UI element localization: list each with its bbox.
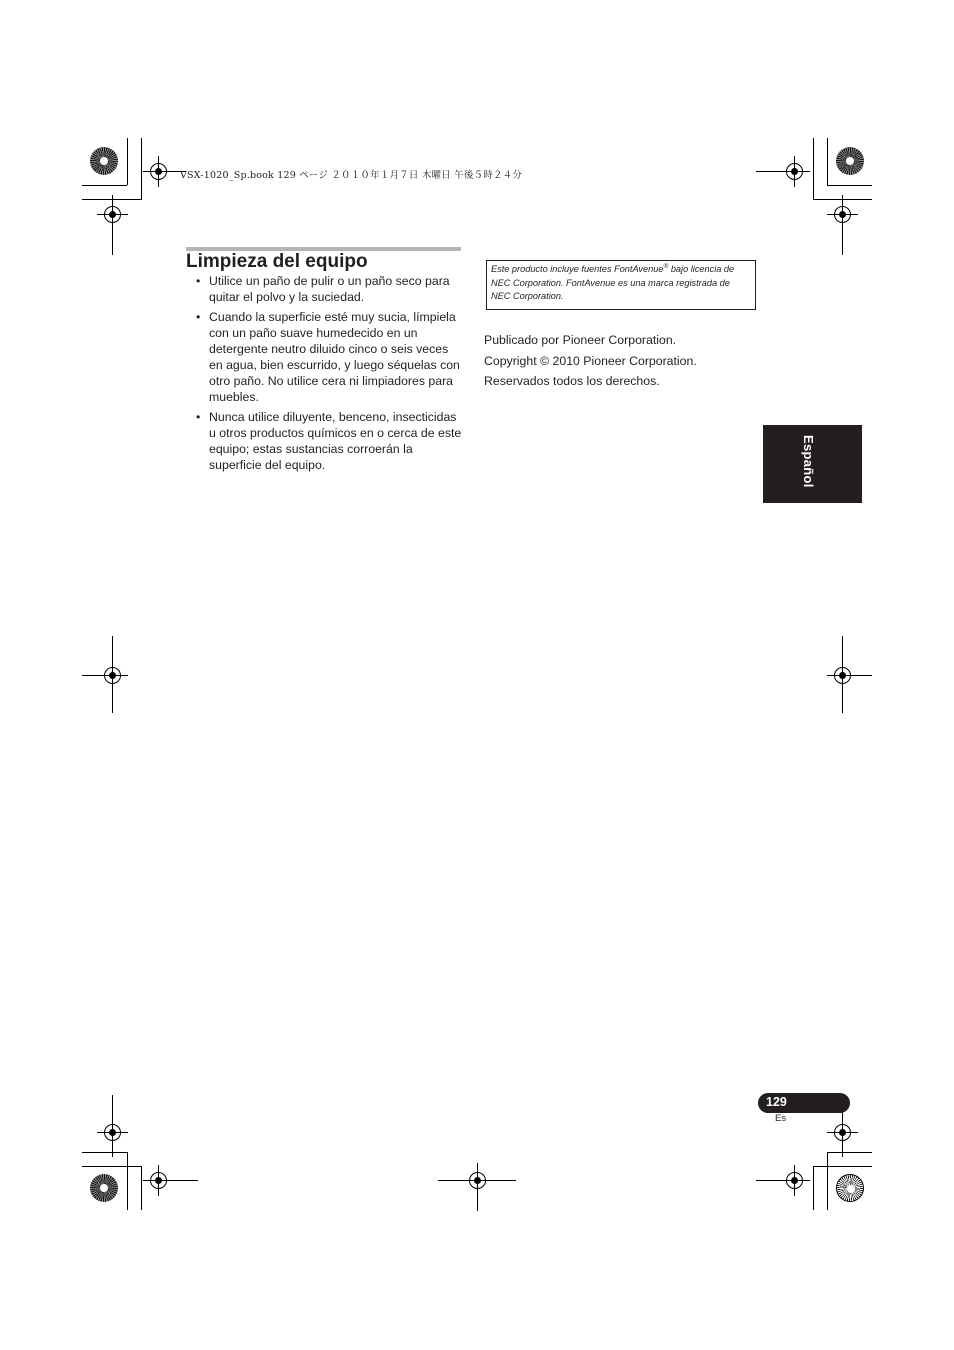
crop-line xyxy=(813,138,814,200)
registration-target-icon xyxy=(104,1124,121,1141)
print-file-header: VSX-1020_Sp.book 129 ページ ２０１０年１月７日 木曜日 午後５時２４分 xyxy=(180,170,523,181)
crop-line xyxy=(82,1152,127,1153)
registered-mark: ® xyxy=(663,262,669,270)
crop-line xyxy=(127,138,128,185)
registration-target-icon xyxy=(786,163,803,180)
publisher-line: Publicado por Pioneer Corporation. xyxy=(484,333,677,347)
list-item: • Utilice un paño de pulir o un paño seco para quitar el polvo y la suciedad. xyxy=(196,273,464,305)
crop-line xyxy=(141,138,142,200)
registration-target-icon xyxy=(834,667,851,684)
registration-target-icon xyxy=(150,163,167,180)
crop-line xyxy=(813,1166,814,1210)
color-wheel-icon xyxy=(836,1174,864,1202)
page-number: 129 xyxy=(766,1095,787,1109)
registration-target-icon xyxy=(104,206,121,223)
crop-line xyxy=(127,1152,128,1210)
rights-line: Reservados todos los derechos. xyxy=(484,374,660,388)
crop-line xyxy=(827,185,872,186)
list-item: • Nunca utilice diluyente, benceno, insecticidas u otros productos químicos en o cerca de este equipo; estas sustancias corroerán la superficie del equipo. xyxy=(196,409,464,473)
cleaning-instructions-list xyxy=(196,273,464,477)
page-number-badge xyxy=(758,1093,850,1113)
language-code: Es xyxy=(775,1113,787,1124)
crop-line xyxy=(813,1166,872,1167)
registration-target-icon xyxy=(834,206,851,223)
color-wheel-icon xyxy=(836,147,864,175)
crop-line xyxy=(82,1166,141,1167)
crop-line xyxy=(82,185,127,186)
crop-line xyxy=(141,1166,142,1210)
color-wheel-icon xyxy=(90,147,118,175)
copyright-line: Copyright © 2010 Pioneer Corporation. xyxy=(484,354,697,368)
registration-target-icon xyxy=(469,1172,486,1189)
font-license-notice xyxy=(486,260,756,310)
notice-text: Este producto incluye fuentes FontAvenue xyxy=(491,264,664,274)
registration-target-icon xyxy=(104,667,121,684)
notice-text: bajo licencia de NEC Corporation. FontAvenue es una marca registrada de NEC Corporation. xyxy=(491,264,735,301)
language-tab-label: Español xyxy=(801,435,816,488)
list-item: • Cuando la superficie esté muy sucia, límpiela con un paño suave humedecido en un detergente neutro diluido cinco o seis veces en agua, bien escurrido, y luego séquelas con otro paño. No utilice cera ni limpiadores para muebles. xyxy=(196,309,464,405)
registration-target-icon xyxy=(786,1172,803,1189)
crop-line xyxy=(827,1152,828,1210)
registration-target-icon xyxy=(834,1124,851,1141)
crop-line xyxy=(827,1152,872,1153)
color-wheel-icon xyxy=(90,1174,118,1202)
registration-target-icon xyxy=(150,1172,167,1189)
language-tab xyxy=(763,425,862,503)
crop-line xyxy=(827,138,828,185)
section-title: Limpieza del equipo xyxy=(186,251,368,272)
